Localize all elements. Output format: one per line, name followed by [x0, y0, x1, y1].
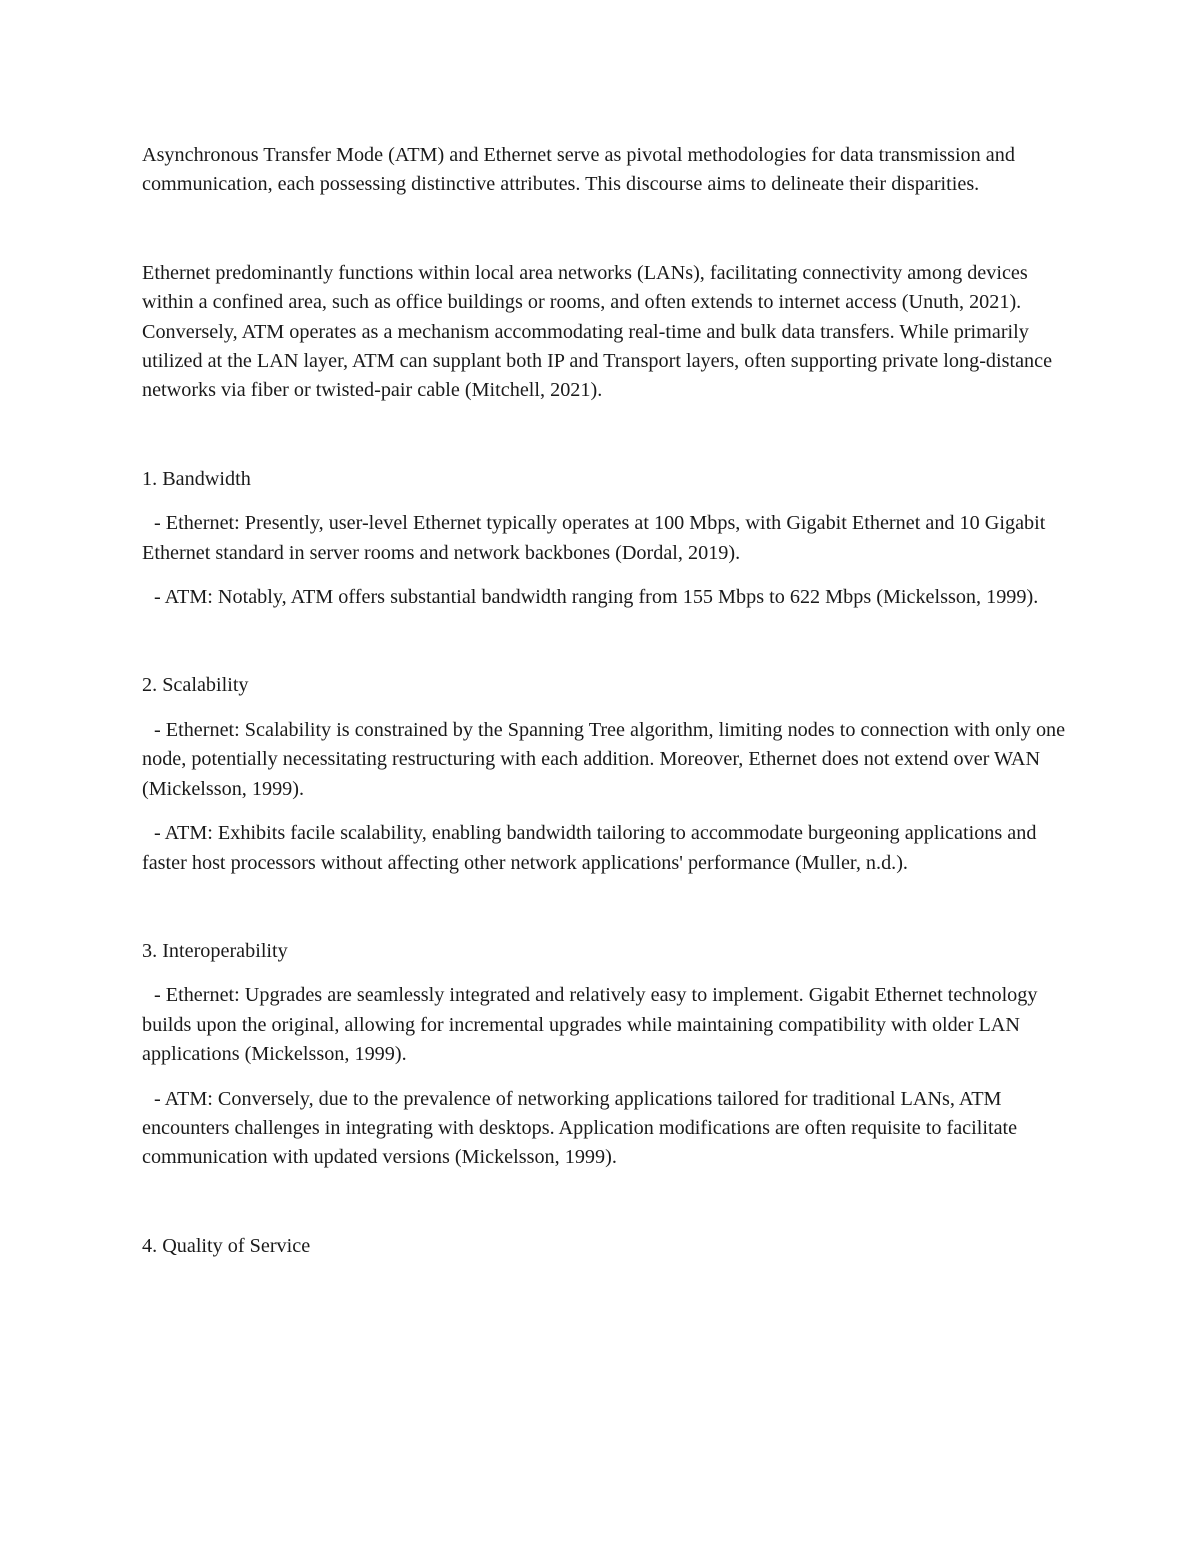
section-bandwidth: [142, 465, 1067, 613]
atm-point: - ATM: Notably, ATM offers substantial bandwidth ranging from 155 Mbps to 622 Mbps (Mickelsson, 1999).: [154, 586, 1039, 609]
atm-point: - ATM: Exhibits facile scalability, enabling bandwidth tailoring to accommodate burgeoning applications and faster host processors without affecting other network applications' performance (Muller, n.d.).: [142, 822, 1037, 874]
atm-point: - ATM: Conversely, due to the prevalence of networking applications tailored for traditional LANs, ATM encounters challenges in integrating with desktops. Application modifications are often requisite to facilitate communication with updated versions (Mickelsson, 1999).: [142, 1087, 1018, 1169]
section-scalability: [142, 671, 1067, 877]
section-interoperability: [142, 937, 1067, 1173]
ethernet-point: - Ethernet: Presently, user-level Ethernet typically operates at 100 Mbps, with Gigabit Ethernet and 10 Gigabit Ethernet standard in server rooms and network backbones (Dordal, 2019).: [142, 512, 1046, 564]
ethernet-point: - Ethernet: Scalability is constrained by the Spanning Tree algorithm, limiting nodes to connection with only one node, potentially necessitating restructuring with each addition. Moreover, Ethernet does not extend over WAN (Mickelsson, 1999).: [142, 718, 1066, 800]
section-heading: 3. Interoperability: [142, 939, 288, 962]
section-quality-of-service: [142, 1232, 1067, 1261]
intro-paragraph: Asynchronous Transfer Mode (ATM) and Ethernet serve as pivotal methodologies for data transmission and communication, each possessing distinctive attributes. This discourse aims to delineate their disparities.: [142, 144, 1015, 196]
section-heading: 1. Bandwidth: [142, 467, 251, 490]
document-body: [142, 141, 1067, 1261]
section-heading: 4. Quality of Service: [142, 1234, 311, 1257]
section-heading: 2. Scalability: [142, 674, 249, 697]
ethernet-point: - Ethernet: Upgrades are seamlessly integrated and relatively easy to implement. Gigabit Ethernet technology builds upon the original, allowing for incremental upgrades while maintaining compatibility with older LAN applications (Mickelsson, 1999).: [142, 984, 1038, 1066]
overview-paragraph: Ethernet predominantly functions within local area networks (LANs), facilitating connectivity among devices within a confined area, such as office buildings or rooms, and often extends to internet access (Unuth, 2021). Conversely, ATM operates as a mechanism accommodating real-time and bulk data transfers. While primarily utilized at the LAN layer, ATM can supplant both IP and Transport layers, often supporting private long-distance networks via fiber or twisted-pair cable (Mitchell, 2021).: [142, 261, 1053, 402]
